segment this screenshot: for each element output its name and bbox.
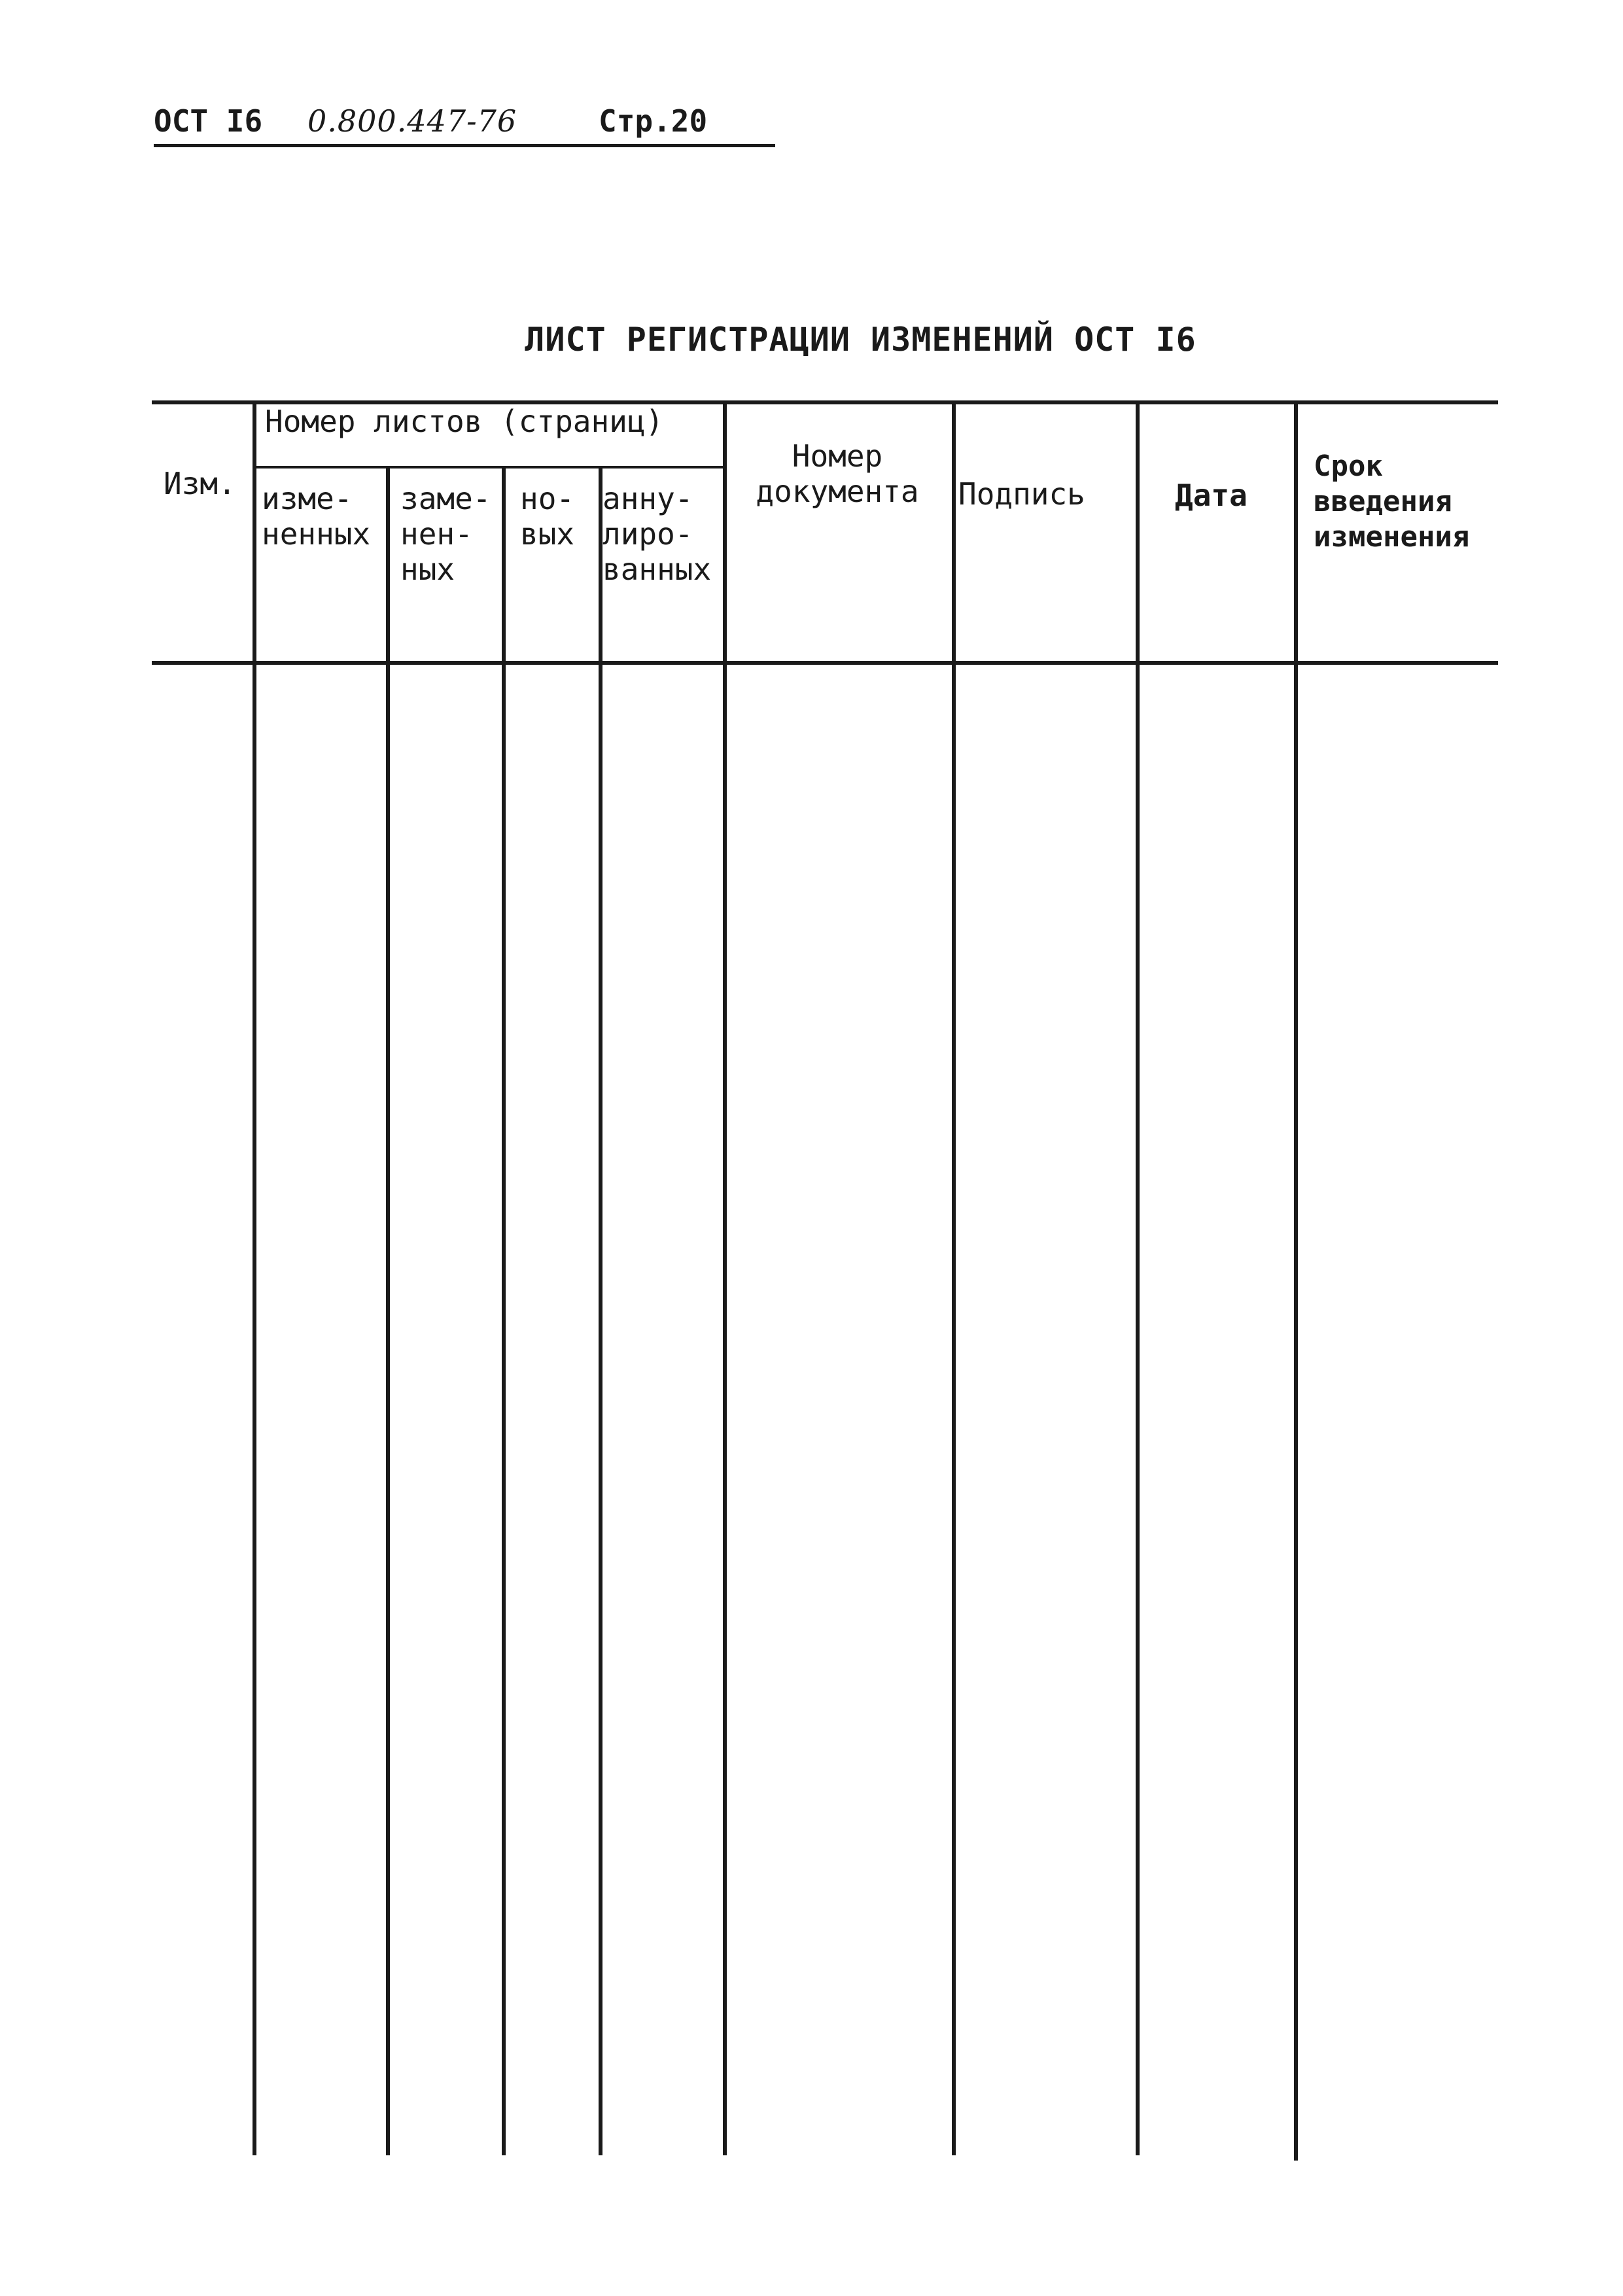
column-header-signature: Подпись [958, 476, 1085, 512]
subheader-changed: изме- ненных [262, 481, 371, 552]
column-divider-8 [1294, 400, 1298, 2161]
subheader-new: но- вых [520, 481, 575, 552]
column-divider-4 [599, 466, 602, 2155]
column-divider-1 [253, 400, 256, 2155]
column-divider-2 [386, 466, 390, 2155]
column-header-deadline: Срок введения изменения [1314, 450, 1470, 554]
column-header-document-number: Номер документа [756, 438, 919, 509]
subheader-annulled: анну- лиро- ванных [602, 481, 712, 587]
column-divider-7 [1136, 400, 1140, 2155]
column-divider-3 [502, 466, 506, 2155]
group-header-rule [254, 466, 726, 468]
group-header-sheet-numbers: Номер листов (страниц) [265, 404, 664, 439]
column-divider-6 [952, 400, 956, 2155]
document-header [154, 98, 775, 147]
subheader-replaced: заме- нен- ных [400, 481, 491, 587]
document-number: 0.800.447-76 [307, 103, 517, 139]
column-divider-5 [723, 400, 727, 2155]
page-title: ЛИСТ РЕГИСТРАЦИИ ИЗМЕНЕНИЙ ОСТ I6 [525, 321, 1196, 359]
standard-code: ОСТ I6 [154, 103, 263, 139]
column-header-date: Дата [1175, 478, 1248, 513]
column-header-change: Изм. [164, 466, 236, 501]
page-number: Стр.20 [599, 103, 708, 139]
